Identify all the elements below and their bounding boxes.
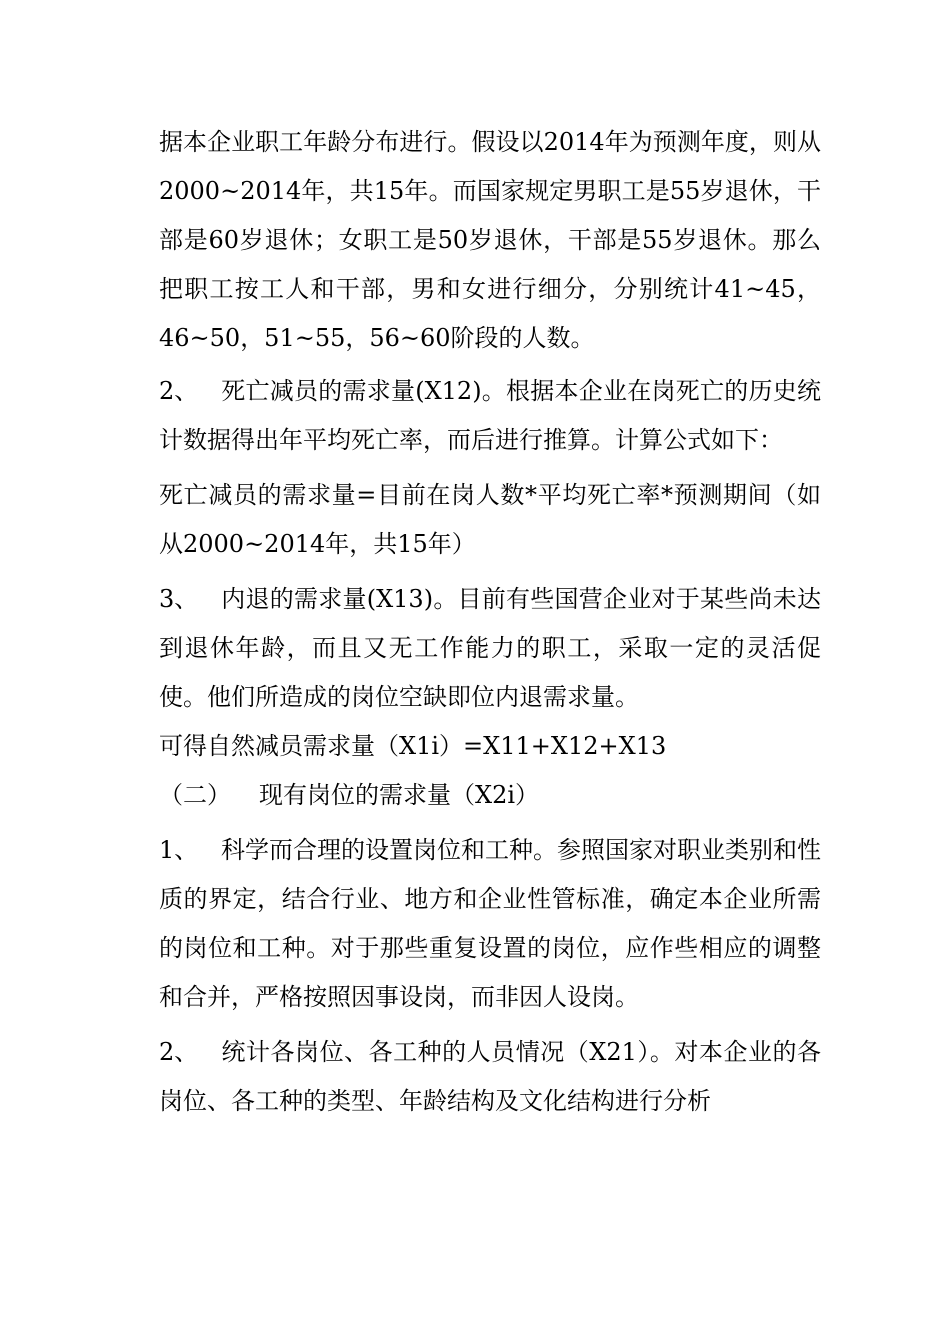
paragraph-6-text: 现有岗位的需求量（X2i） — [259, 781, 540, 809]
paragraph-8-text: 统计各岗位、各工种的人员情况（X21）。对本企业的各岗位、各工种的类型、年龄结构及文化结构进行分析 — [159, 1038, 821, 1115]
paragraph-8-number: 2、 — [159, 1038, 199, 1066]
paragraph-6-number: （二） — [159, 781, 231, 809]
document-page — [159, 118, 821, 1126]
paragraph-2-text: 死亡减员的需求量(X12)。根据本企业在岗死亡的历史统计数据得出年平均死亡率，而后进行推算。计算公式如下： — [159, 377, 821, 454]
paragraph-7-number: 1、 — [159, 836, 199, 864]
paragraph-6 — [159, 771, 821, 820]
paragraph-7-text: 科学而合理的设置岗位和工种。参照国家对职业类别和性质的界定，结合行业、地方和企业性管标准，确定本企业所需的岗位和工种。对于那些重复设置的岗位，应作些相应的调整和合并，严格按照因事设岗，而非因人设岗。 — [159, 836, 821, 1011]
paragraph-2 — [159, 367, 821, 465]
paragraph-4-number: 3、 — [159, 585, 199, 613]
paragraph-8 — [159, 1028, 821, 1126]
paragraph-4 — [159, 575, 821, 722]
paragraph-3-text: 死亡减员的需求量=目前在岗人数*平均死亡率*预测期间（如从2000~2014年，共15年） — [159, 481, 821, 558]
paragraph-2-number: 2、 — [159, 377, 199, 405]
paragraph-5 — [159, 722, 821, 771]
paragraph-7 — [159, 826, 821, 1022]
paragraph-1-text: 据本企业职工年龄分布进行。假设以2014年为预测年度，则从2000~2014年，共15年。而国家规定男职工是55岁退休，干部是60岁退休；女职工是50岁退休，干部是55岁退休。那么把职工按工人和干部，男和女进行细分，分别统计41~45，46~50，51~55，56~60阶段的人数。 — [159, 128, 821, 352]
paragraph-5-text: 可得自然减员需求量（X1i）=X11+X12+X13 — [159, 732, 667, 760]
paragraph-4-text: 内退的需求量(X13)。目前有些国营企业对于某些尚未达到退休年龄，而且又无工作能力的职工，采取一定的灵活促使。他们所造成的岗位空缺即位内退需求量。 — [159, 585, 821, 711]
paragraph-1 — [159, 118, 821, 363]
paragraph-3 — [159, 471, 821, 569]
